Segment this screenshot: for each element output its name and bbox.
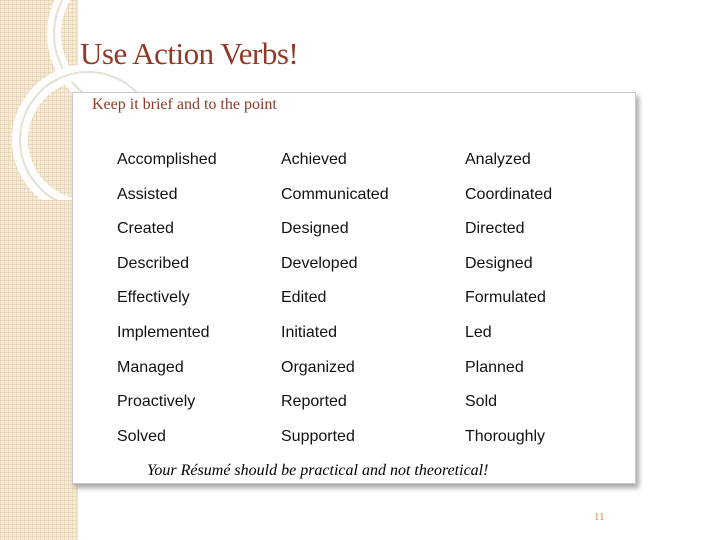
- page-number: 11: [594, 511, 605, 523]
- verb-cell: Edited: [281, 289, 327, 307]
- slide-title: Use Action Verbs!: [80, 36, 299, 71]
- verb-cell: Described: [117, 254, 190, 272]
- verb-cell: Planned: [465, 358, 524, 376]
- slide-subtitle: Keep it brief and to the point: [92, 96, 277, 113]
- verb-cell: Organized: [281, 358, 355, 376]
- verbs-table: [117, 149, 615, 460]
- verb-cell: Assisted: [117, 185, 178, 203]
- verb-cell: Directed: [465, 220, 525, 238]
- verb-cell: Reported: [281, 393, 347, 411]
- verb-cell: Initiated: [281, 323, 338, 341]
- verb-cell: Thoroughly: [465, 427, 546, 445]
- verb-cell: Designed: [281, 220, 349, 238]
- resume-note: Your Résumé should be practical and not theoretical!: [147, 462, 489, 479]
- verb-cell: Implemented: [117, 323, 210, 341]
- verb-cell: Supported: [281, 427, 355, 445]
- content-panel: [72, 92, 636, 484]
- verb-cell: Sold: [465, 393, 498, 411]
- verb-cell: Led: [465, 323, 492, 341]
- verb-cell: Achieved: [281, 151, 347, 168]
- verb-cell: Communicated: [281, 185, 389, 203]
- verb-cell: Formulated: [465, 289, 546, 307]
- verb-cell: Developed: [281, 254, 358, 272]
- verb-cell: Coordinated: [465, 185, 553, 203]
- verb-cell: Proactively: [117, 393, 196, 411]
- verb-cell: Solved: [117, 427, 166, 445]
- verb-cell: Designed: [465, 254, 533, 272]
- verb-cell: Created: [117, 220, 174, 238]
- verb-cell: Effectively: [117, 289, 190, 307]
- verb-cell: Analyzed: [465, 151, 531, 168]
- verb-cell: Managed: [117, 358, 184, 376]
- verb-cell: Accomplished: [117, 151, 217, 168]
